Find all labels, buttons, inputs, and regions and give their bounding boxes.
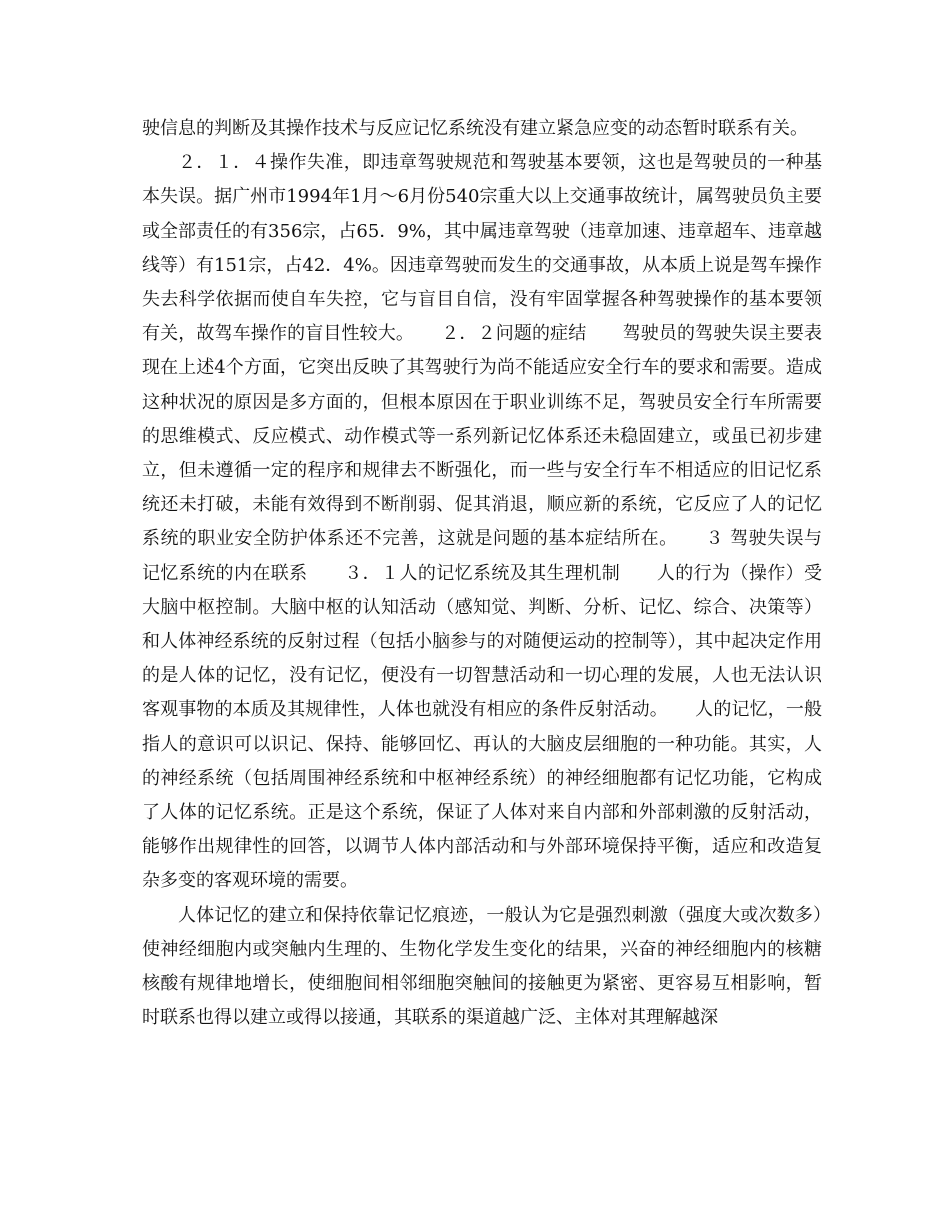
document-body: [142, 112, 822, 1035]
paragraph-operation-error: ２．１．４操作失准，即违章驾驶规范和驾驶基本要领，这也是驾驶员的一种基本失误。据广州市1994年1月～6月份540宗重大以上交通事故统计，属驾驶员负主要或全部责任的有356宗，占65．9%，其中属违章驾驶（违章加速、违章超车、违章越线等）有151宗，占42．4%。因违章驾驶而发生的交通事故，从本质上说是驾车操作失去科学依据而使自车失控，它与盲目自信，没有牢固掌握各种驾驶操作的基本要领有关，故驾车操作的盲目性较大。 ２．２问题的症结 驾驶员的驾驶失误主要表现在上述4个方面，它突出反映了其驾驶行为尚不能适应安全行车的要求和需要。造成这种状况的原因是多方面的，但根本原因在于职业训练不足，驾驶员安全行车所需要的思维模式、反应模式、动作模式等一系列新记忆体系还未稳固建立，或虽已初步建立，但未遵循一定的程序和规律去不断强化，而一些与安全行车不相适应的旧记忆系统还未打破，未能有效得到不断削弱、促其消退，顺应新的系统，它反应了人的记忆系统的职业安全防护体系还不完善，这就是问题的基本症结所在。 ３ 驾驶失误与记忆系统的内在联系 ３．１人的记忆系统及其生理机制 人的行为（操作）受大脑中枢控制。大脑中枢的认知活动（感知觉、判断、分析、记忆、综合、决策等）和人体神经系统的反射过程（包括小脑参与的对随便运动的控制等），其中起决定作用的是人体的记忆，没有记忆，便没有一切智慧活动和一切心理的发展，人也无法认识客观事物的本质及其规律性，人体也就没有相应的条件反射活动。 人的记忆，一般指人的意识可以识记、保持、能够回忆、再认的大脑皮层细胞的一种功能。其实，人的神经系统（包括周围神经系统和中枢神经系统）的神经细胞都有记忆功能，它构成了人体的记忆系统。正是这个系统，保证了人体对来自内部和外部刺激的反射活动，能够作出规律性的回答，以调节人体内部活动和与外部环境保持平衡，适应和改造复杂多变的客观环境的需要。: [142, 152, 822, 892]
paragraph-memory-trace: 人体记忆的建立和保持依靠记忆痕迹，一般认为它是强烈刺激（强度大或次数多）使神经细胞内或突触内生理的、生物化学发生变化的结果，兴奋的神经细胞内的核糖核酸有规律地增长，使细胞间相邻细胞突触间的接触更为紧密、更容易互相影响，暂时联系也得以建立或得以接通，其联系的渠道越广泛、主体对其理解越深: [142, 904, 822, 1029]
paragraph-continuation: 驶信息的判断及其操作技术与反应记忆系统没有建立紧急应变的动态暂时联系有关。: [142, 118, 808, 139]
